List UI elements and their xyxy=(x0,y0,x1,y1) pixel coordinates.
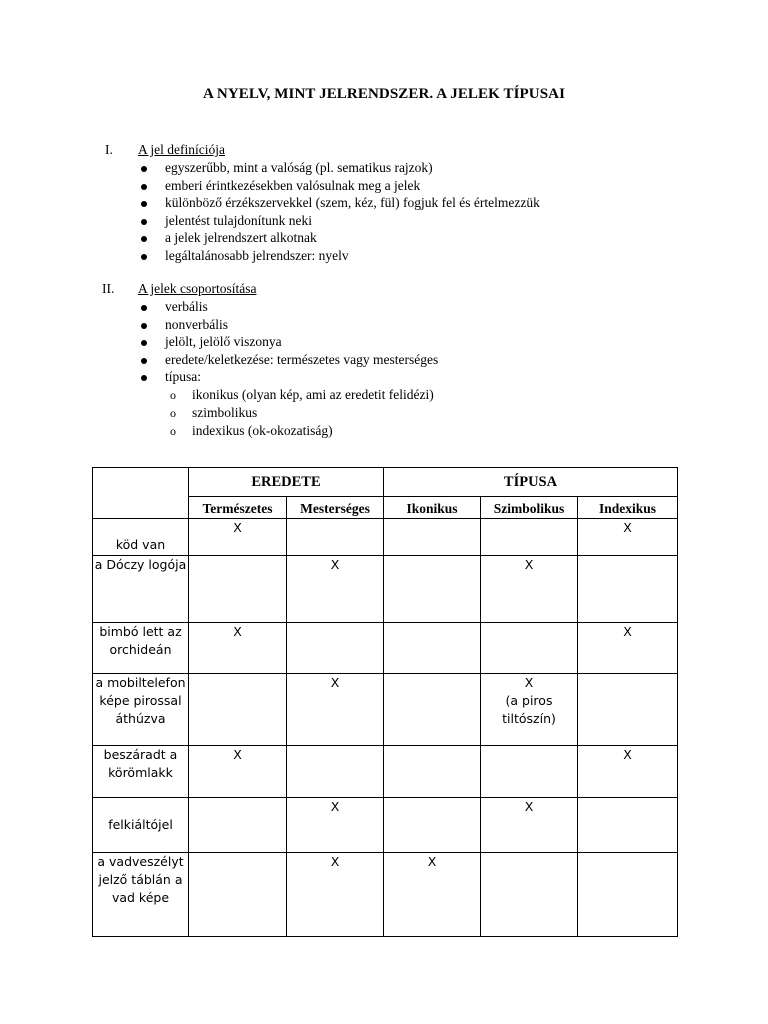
table-cell xyxy=(481,746,578,798)
table-cell xyxy=(384,556,481,623)
list-item: verbális xyxy=(0,298,768,316)
table-cell xyxy=(189,853,287,937)
table-cell xyxy=(481,623,578,674)
section-number: I. xyxy=(105,142,113,157)
row-label: bimbó lett az orchideán xyxy=(93,623,189,674)
column-header: Mesterséges xyxy=(287,497,384,519)
list-item: egyszerűbb, mint a valóság (pl. sematikus rajzok) xyxy=(0,159,768,177)
circle-bullet-icon: o xyxy=(170,387,176,402)
row-label: a mobiltelefon képe pirossal áthúzva xyxy=(93,674,189,746)
bullet-icon xyxy=(141,305,147,311)
table-cell: X xyxy=(481,798,578,853)
table-row xyxy=(93,798,678,853)
table-row xyxy=(93,556,678,623)
table-cell xyxy=(189,674,287,746)
row-label: felkiáltójel xyxy=(93,798,189,853)
bullet-icon xyxy=(141,201,147,207)
table-cell: X xyxy=(481,556,578,623)
table-cell: X xyxy=(578,623,678,674)
table-cell xyxy=(578,853,678,937)
table-row xyxy=(93,746,678,798)
section-heading xyxy=(0,280,768,298)
section-number: II. xyxy=(102,281,115,296)
table-cell xyxy=(287,623,384,674)
table-row xyxy=(93,519,678,556)
list-item: nonverbális xyxy=(0,316,768,334)
table-cell: X xyxy=(189,623,287,674)
table-cell xyxy=(578,798,678,853)
table-cell xyxy=(384,519,481,556)
list-item: típusa: xyxy=(0,368,768,386)
table-cell xyxy=(384,623,481,674)
table-cell xyxy=(189,556,287,623)
table-row xyxy=(93,674,678,746)
sub-list-item: o ikonikus (olyan kép, ami az eredetit felidézi) xyxy=(170,386,434,402)
table-cell xyxy=(384,798,481,853)
group-header-row xyxy=(93,468,678,497)
table-cell xyxy=(384,746,481,798)
table-cell: X xyxy=(189,746,287,798)
list-item: eredete/keletkezése: természetes vagy mesterséges xyxy=(0,351,768,369)
bullet-icon xyxy=(141,219,147,225)
table-cell: X xyxy=(384,853,481,937)
row-label: köd van xyxy=(93,519,189,556)
column-header: Indexikus xyxy=(578,497,678,519)
column-header: Ikonikus xyxy=(384,497,481,519)
group-header-origin: EREDETE xyxy=(189,468,384,497)
bullet-icon xyxy=(141,254,147,260)
table-cell: X xyxy=(287,556,384,623)
column-header: Természetes xyxy=(189,497,287,519)
group-header-type: TÍPUSA xyxy=(384,468,678,497)
section-heading xyxy=(0,141,768,159)
section-title: A jelek csoportosítása xyxy=(138,281,257,296)
bullet-icon xyxy=(141,358,147,364)
corner-cell xyxy=(93,468,189,519)
bullet-icon xyxy=(141,340,147,346)
table-row xyxy=(93,853,678,937)
bullet-icon xyxy=(141,323,147,329)
table-cell: X xyxy=(189,519,287,556)
row-label: beszáradt a körömlakk xyxy=(93,746,189,798)
circle-bullet-icon: o xyxy=(170,405,176,420)
section-definition xyxy=(0,141,768,264)
bullet-icon xyxy=(141,184,147,190)
table-cell: X (a piros tiltószín) xyxy=(481,674,578,746)
circle-bullet-icon: o xyxy=(170,423,176,438)
list-item: jelentést tulajdonítunk neki xyxy=(0,212,768,230)
table-cell xyxy=(481,853,578,937)
table-row xyxy=(93,623,678,674)
section-title: A jel definíciója xyxy=(138,142,225,157)
list-item: emberi érintkezésekben valósulnak meg a jelek xyxy=(0,177,768,195)
document-title: A NYELV, MINT JELRENDSZER. A JELEK TÍPUSAI xyxy=(202,86,566,102)
table-cell xyxy=(578,556,678,623)
table-cell: X xyxy=(287,798,384,853)
table-cell: X xyxy=(578,746,678,798)
sign-classification-table xyxy=(92,467,678,937)
table-cell xyxy=(384,674,481,746)
bullet-icon xyxy=(141,236,147,242)
section-grouping xyxy=(0,280,768,440)
sub-list-item: o szimbolikus xyxy=(170,404,258,420)
table-cell xyxy=(578,674,678,746)
table-cell: X xyxy=(578,519,678,556)
table-cell xyxy=(189,798,287,853)
table-cell: X xyxy=(287,674,384,746)
row-label: a vadveszélyt jelző táblán a vad képe xyxy=(93,853,189,937)
bullet-icon xyxy=(141,375,147,381)
list-item: legáltalánosabb jelrendszer: nyelv xyxy=(0,247,768,265)
table-cell xyxy=(481,519,578,556)
list-item: a jelek jelrendszert alkotnak xyxy=(0,229,768,247)
table-cell xyxy=(287,519,384,556)
table-cell xyxy=(287,746,384,798)
table-cell: X xyxy=(287,853,384,937)
bullet-icon xyxy=(141,166,147,172)
sub-list-item: o indexikus (ok-okozatiság) xyxy=(170,422,333,438)
column-header: Szimbolikus xyxy=(481,497,578,519)
row-label: a Dóczy logója xyxy=(93,556,189,623)
list-item: különböző érzékszervekkel (szem, kéz, fül) fogjuk fel és értelmezzük xyxy=(0,194,768,212)
list-item: jelölt, jelölő viszonya xyxy=(0,333,768,351)
